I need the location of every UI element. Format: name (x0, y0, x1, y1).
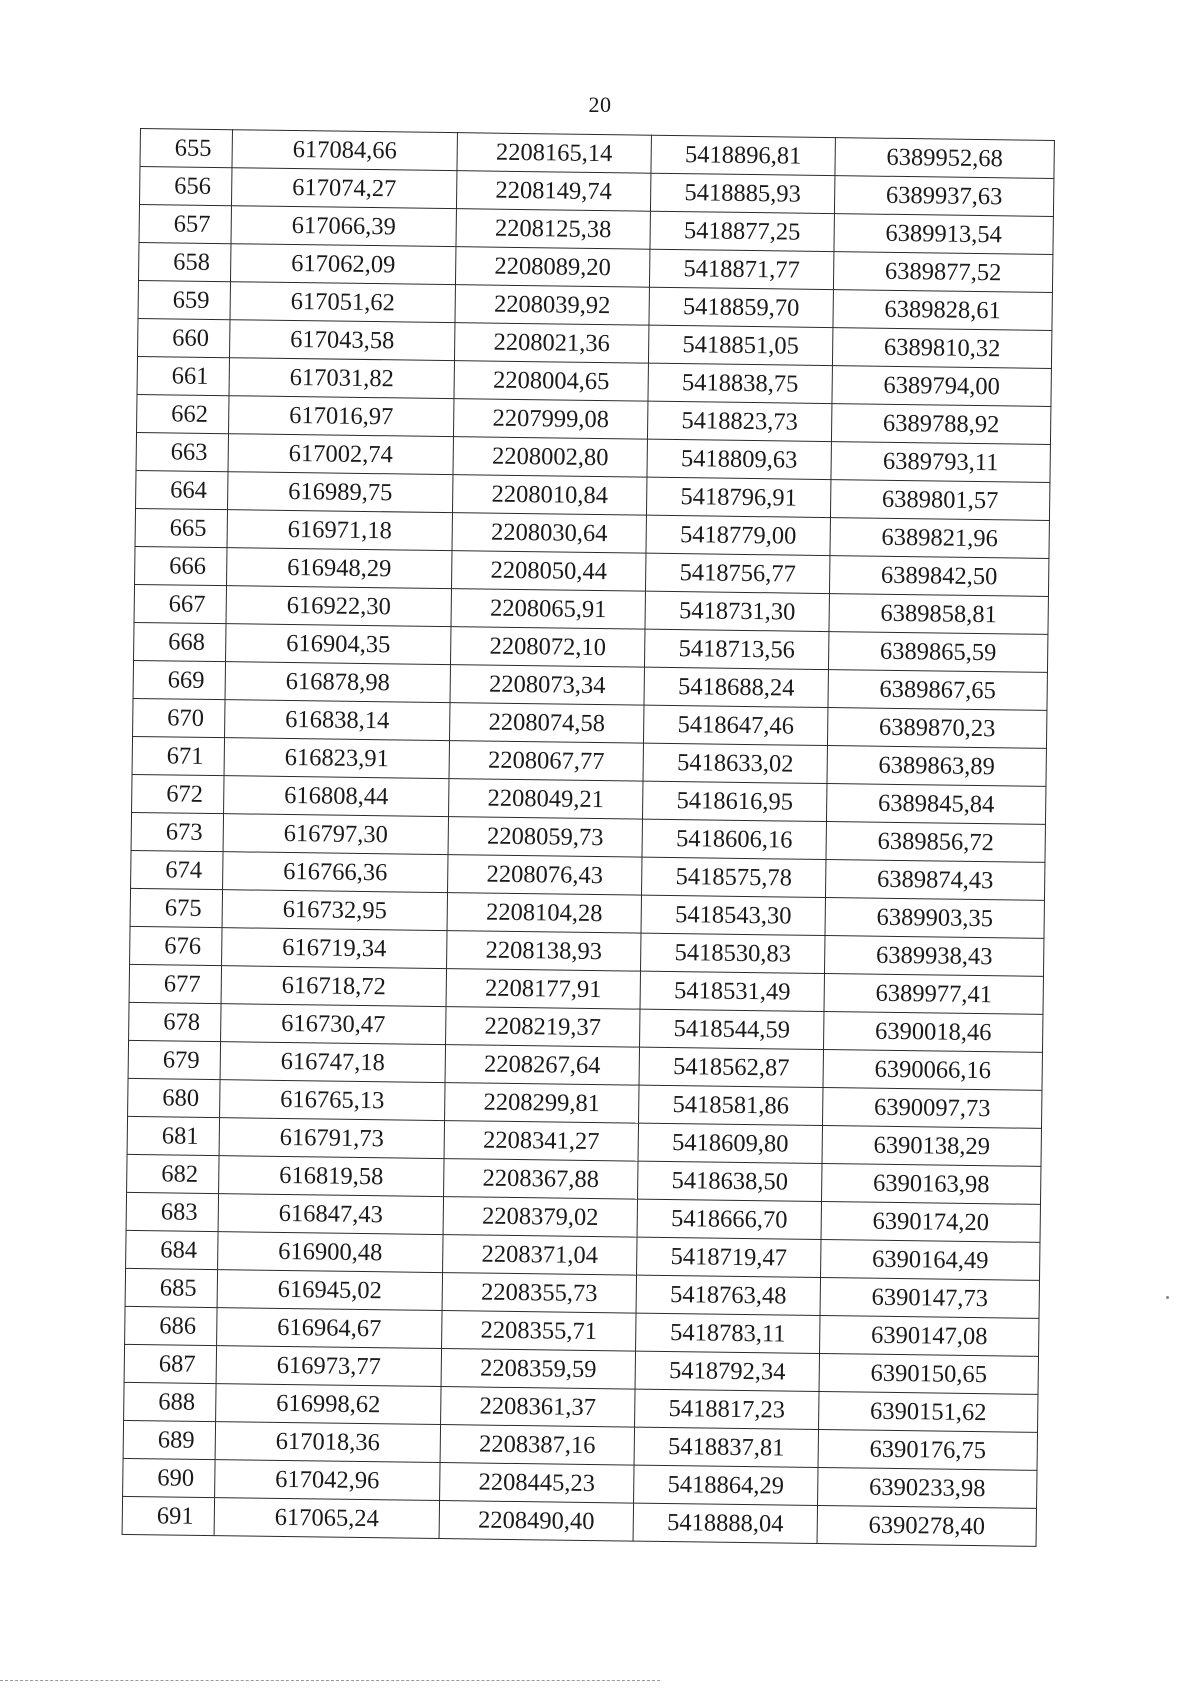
coord-cell: 5418885,93 (650, 173, 834, 213)
coord-cell: 2208355,71 (442, 1311, 636, 1352)
coord-cell: 2208371,04 (443, 1235, 637, 1276)
coord-cell: 616971,18 (227, 510, 452, 551)
coord-cell: 5418896,81 (651, 135, 835, 175)
point-number-cell: 662 (137, 394, 229, 433)
coord-cell: 6389867,65 (828, 670, 1047, 711)
coord-cell: 2208089,20 (455, 247, 649, 288)
coord-cell: 616900,48 (218, 1232, 443, 1273)
coord-cell: 5418817,23 (635, 1389, 819, 1429)
coord-cell: 6390147,08 (820, 1316, 1039, 1357)
coord-cell: 617065,24 (214, 1498, 439, 1539)
coord-cell: 5418713,56 (644, 629, 828, 669)
coord-cell: 617016,97 (229, 396, 454, 437)
coord-cell: 616730,47 (221, 1004, 446, 1045)
coord-cell: 5418633,02 (643, 743, 827, 783)
coord-cell: 616732,95 (222, 890, 447, 931)
coord-cell: 6389810,32 (832, 328, 1051, 369)
coord-cell: 5418606,16 (642, 819, 826, 859)
coord-cell: 6390233,98 (818, 1467, 1037, 1508)
coord-cell: 2208030,64 (452, 513, 646, 554)
point-number-cell: 680 (128, 1078, 220, 1117)
coord-cell: 5418543,30 (641, 895, 825, 935)
coord-cell: 6390174,20 (821, 1202, 1040, 1243)
coord-cell: 617066,39 (231, 206, 456, 247)
point-number-cell: 671 (132, 736, 224, 775)
coord-cell: 616823,91 (224, 738, 449, 779)
point-number-cell: 668 (134, 622, 226, 661)
coord-cell: 2208138,93 (447, 931, 641, 972)
point-number-cell: 681 (127, 1116, 219, 1155)
coord-cell: 5418859,70 (649, 287, 833, 327)
coord-cell: 616922,30 (226, 586, 451, 627)
coord-cell: 616945,02 (217, 1270, 442, 1311)
coord-cell: 6389913,54 (834, 214, 1053, 255)
coord-cell: 2208267,64 (445, 1045, 639, 1086)
coord-cell: 617042,96 (215, 1460, 440, 1501)
coord-cell: 6389794,00 (832, 366, 1051, 407)
coord-cell: 616791,73 (219, 1118, 444, 1159)
point-number-cell: 673 (131, 812, 223, 851)
point-number-cell: 655 (140, 129, 232, 168)
coord-cell: 5418837,81 (634, 1427, 818, 1467)
scan-bottom-line (0, 1680, 660, 1682)
coord-cell: 2208076,43 (448, 855, 642, 896)
coord-cell: 2208021,36 (454, 323, 648, 364)
coord-cell: 6390164,49 (821, 1240, 1040, 1281)
point-number-cell: 679 (128, 1040, 220, 1079)
coord-cell: 617051,62 (230, 282, 455, 323)
coord-cell: 5418796,91 (646, 477, 830, 517)
point-number-cell: 684 (126, 1230, 218, 1269)
point-number-cell: 687 (124, 1344, 216, 1383)
coord-cell: 6389858,81 (829, 594, 1048, 635)
coord-cell: 6390176,75 (818, 1429, 1037, 1470)
point-number-cell: 688 (124, 1382, 216, 1421)
coord-cell: 2208361,37 (441, 1387, 635, 1428)
coord-cell: 616904,35 (226, 624, 451, 665)
point-number-cell: 660 (138, 318, 230, 357)
coord-cell: 2208445,23 (440, 1463, 634, 1504)
coord-cell: 5418719,47 (637, 1237, 821, 1277)
coord-cell: 2208074,58 (450, 703, 644, 744)
point-number-cell: 691 (122, 1496, 214, 1535)
coord-cell: 6389845,84 (826, 784, 1045, 825)
point-number-cell: 675 (130, 888, 222, 927)
point-number-cell: 676 (130, 926, 222, 965)
coord-cell: 2208072,10 (451, 627, 645, 668)
coord-cell: 6389856,72 (826, 822, 1045, 863)
point-number-cell: 665 (135, 508, 227, 547)
coord-cell: 6389952,68 (835, 138, 1054, 179)
coord-cell: 5418575,78 (642, 857, 826, 897)
coord-cell: 6390278,40 (817, 1505, 1036, 1546)
coord-cell: 2208367,88 (444, 1159, 638, 1200)
coord-cell: 616797,30 (223, 814, 448, 855)
coordinates-table-body (122, 129, 1054, 1547)
coord-cell: 2208010,84 (452, 475, 646, 516)
coord-cell: 5418877,25 (650, 211, 834, 251)
coord-cell: 616878,98 (225, 662, 450, 703)
coord-cell: 6390147,73 (820, 1278, 1039, 1319)
coord-cell: 617043,58 (230, 320, 455, 361)
point-number-cell: 661 (137, 356, 229, 395)
coord-cell: 616998,62 (216, 1384, 441, 1425)
coord-cell: 5418851,05 (648, 325, 832, 365)
coord-cell: 6390138,29 (822, 1126, 1041, 1167)
coord-cell: 2208059,73 (448, 817, 642, 858)
coord-cell: 2208039,92 (455, 285, 649, 326)
coord-cell: 6390097,73 (823, 1088, 1042, 1129)
coord-cell: 2208149,74 (456, 171, 650, 212)
point-number-cell: 656 (139, 167, 231, 206)
coord-cell: 6389788,92 (831, 404, 1050, 445)
coord-cell: 616838,14 (225, 700, 450, 741)
point-number-cell: 672 (132, 774, 224, 813)
coord-cell: 5418823,73 (647, 401, 831, 441)
coord-cell: 5418871,77 (649, 249, 833, 289)
coord-cell: 617074,27 (231, 168, 456, 209)
point-number-cell: 657 (139, 204, 231, 243)
point-number-cell: 669 (133, 660, 225, 699)
coordinates-table-wrapper (122, 128, 1050, 1547)
coord-cell: 616847,43 (218, 1194, 443, 1235)
coord-cell: 616973,77 (216, 1346, 441, 1387)
coord-cell: 6389863,89 (827, 746, 1046, 787)
coord-cell: 616747,18 (220, 1042, 445, 1083)
coord-cell: 6389937,63 (834, 176, 1053, 217)
coord-cell: 6390151,62 (819, 1391, 1038, 1432)
coord-cell: 2208125,38 (456, 209, 650, 250)
coord-cell: 616989,75 (228, 472, 453, 513)
coord-cell: 6389821,96 (830, 518, 1049, 559)
coord-cell: 6390150,65 (819, 1353, 1038, 1394)
coord-cell: 617062,09 (230, 244, 455, 285)
coord-cell: 5418731,30 (645, 591, 829, 631)
point-number-cell: 677 (129, 964, 221, 1003)
point-number-cell: 678 (129, 1002, 221, 1041)
coord-cell: 2208341,27 (444, 1121, 638, 1162)
coord-cell: 5418609,80 (638, 1123, 822, 1163)
coord-cell: 6389793,11 (831, 442, 1050, 483)
coord-cell: 2208299,81 (445, 1083, 639, 1124)
coord-cell: 2208065,91 (451, 589, 645, 630)
coord-cell: 6389977,41 (824, 974, 1043, 1015)
coord-cell: 2208379,02 (443, 1197, 637, 1238)
point-number-cell: 686 (125, 1306, 217, 1345)
coord-cell: 5418531,49 (640, 971, 824, 1011)
point-number-cell: 689 (123, 1420, 215, 1459)
coord-cell: 6389842,50 (829, 556, 1048, 597)
point-number-cell: 685 (125, 1268, 217, 1307)
coord-cell: 5418763,48 (636, 1275, 820, 1315)
coord-cell: 5418581,86 (639, 1085, 823, 1125)
coord-cell: 5418616,95 (642, 781, 826, 821)
coord-cell: 2208359,59 (441, 1349, 635, 1390)
coord-cell: 5418864,29 (634, 1465, 818, 1505)
coord-cell: 6390018,46 (823, 1012, 1042, 1053)
point-number-cell: 659 (138, 280, 230, 319)
coord-cell: 2208002,80 (453, 437, 647, 478)
coord-cell: 6389870,23 (827, 708, 1046, 749)
scan-speck (1166, 1296, 1169, 1299)
coord-cell: 2208177,91 (446, 969, 640, 1010)
coord-cell: 6389903,35 (825, 898, 1044, 939)
point-number-cell: 666 (135, 546, 227, 585)
coord-cell: 5418888,04 (633, 1503, 817, 1543)
coord-cell: 2208165,14 (457, 133, 651, 174)
coord-cell: 5418647,46 (643, 705, 827, 745)
coord-cell: 6389874,43 (825, 860, 1044, 901)
coord-cell: 616718,72 (221, 966, 446, 1007)
coord-cell: 2208050,44 (451, 551, 645, 592)
coord-cell: 2207999,08 (453, 399, 647, 440)
coord-cell: 6389877,52 (833, 252, 1052, 293)
coord-cell: 5418562,87 (639, 1047, 823, 1087)
coord-cell: 617084,66 (232, 130, 457, 171)
coord-cell: 2208004,65 (454, 361, 648, 402)
coord-cell: 2208387,16 (440, 1425, 634, 1466)
point-number-cell: 667 (134, 584, 226, 623)
coord-cell: 6390163,98 (822, 1164, 1041, 1205)
point-number-cell: 683 (126, 1192, 218, 1231)
coord-cell: 6389828,61 (833, 290, 1052, 331)
coord-cell: 2208073,34 (450, 665, 644, 706)
coord-cell: 6389938,43 (824, 936, 1043, 977)
point-number-cell: 670 (133, 698, 225, 737)
coord-cell: 2208355,73 (442, 1273, 636, 1314)
coord-cell: 5418838,75 (648, 363, 832, 403)
coord-cell: 616964,67 (217, 1308, 442, 1349)
point-number-cell: 674 (131, 850, 223, 889)
coord-cell: 5418688,24 (644, 667, 828, 707)
point-number-cell: 682 (127, 1154, 219, 1193)
coord-cell: 616766,36 (223, 852, 448, 893)
point-number-cell: 690 (123, 1458, 215, 1497)
point-number-cell: 664 (136, 470, 228, 509)
coord-cell: 5418792,34 (635, 1351, 819, 1391)
coord-cell: 616819,58 (219, 1156, 444, 1197)
coord-cell: 617031,82 (229, 358, 454, 399)
coord-cell: 616948,29 (227, 548, 452, 589)
coord-cell: 2208219,37 (446, 1007, 640, 1048)
coord-cell: 5418809,63 (647, 439, 831, 479)
coord-cell: 616808,44 (224, 776, 449, 817)
coord-cell: 2208067,77 (449, 741, 643, 782)
coord-cell: 5418666,70 (637, 1199, 821, 1239)
coord-cell: 5418779,00 (646, 515, 830, 555)
coord-cell: 2208104,28 (447, 893, 641, 934)
coord-cell: 5418544,59 (640, 1009, 824, 1049)
coord-cell: 616765,13 (220, 1080, 445, 1121)
coord-cell: 5418783,11 (636, 1313, 820, 1353)
coordinates-table (122, 128, 1055, 1547)
coord-cell: 617018,36 (215, 1422, 440, 1463)
coord-cell: 2208049,21 (449, 779, 643, 820)
coord-cell: 5418530,83 (641, 933, 825, 973)
coord-cell: 617002,74 (228, 434, 453, 475)
coord-cell: 616719,34 (222, 928, 447, 969)
coord-cell: 5418756,77 (645, 553, 829, 593)
coord-cell: 6389865,59 (828, 632, 1047, 673)
page-number: 20 (588, 92, 612, 117)
coord-cell: 6390066,16 (823, 1050, 1042, 1091)
coord-cell: 2208490,40 (439, 1501, 633, 1542)
coord-cell: 5418638,50 (638, 1161, 822, 1201)
coord-cell: 6389801,57 (830, 480, 1049, 521)
point-number-cell: 663 (136, 432, 228, 471)
point-number-cell: 658 (139, 242, 231, 281)
